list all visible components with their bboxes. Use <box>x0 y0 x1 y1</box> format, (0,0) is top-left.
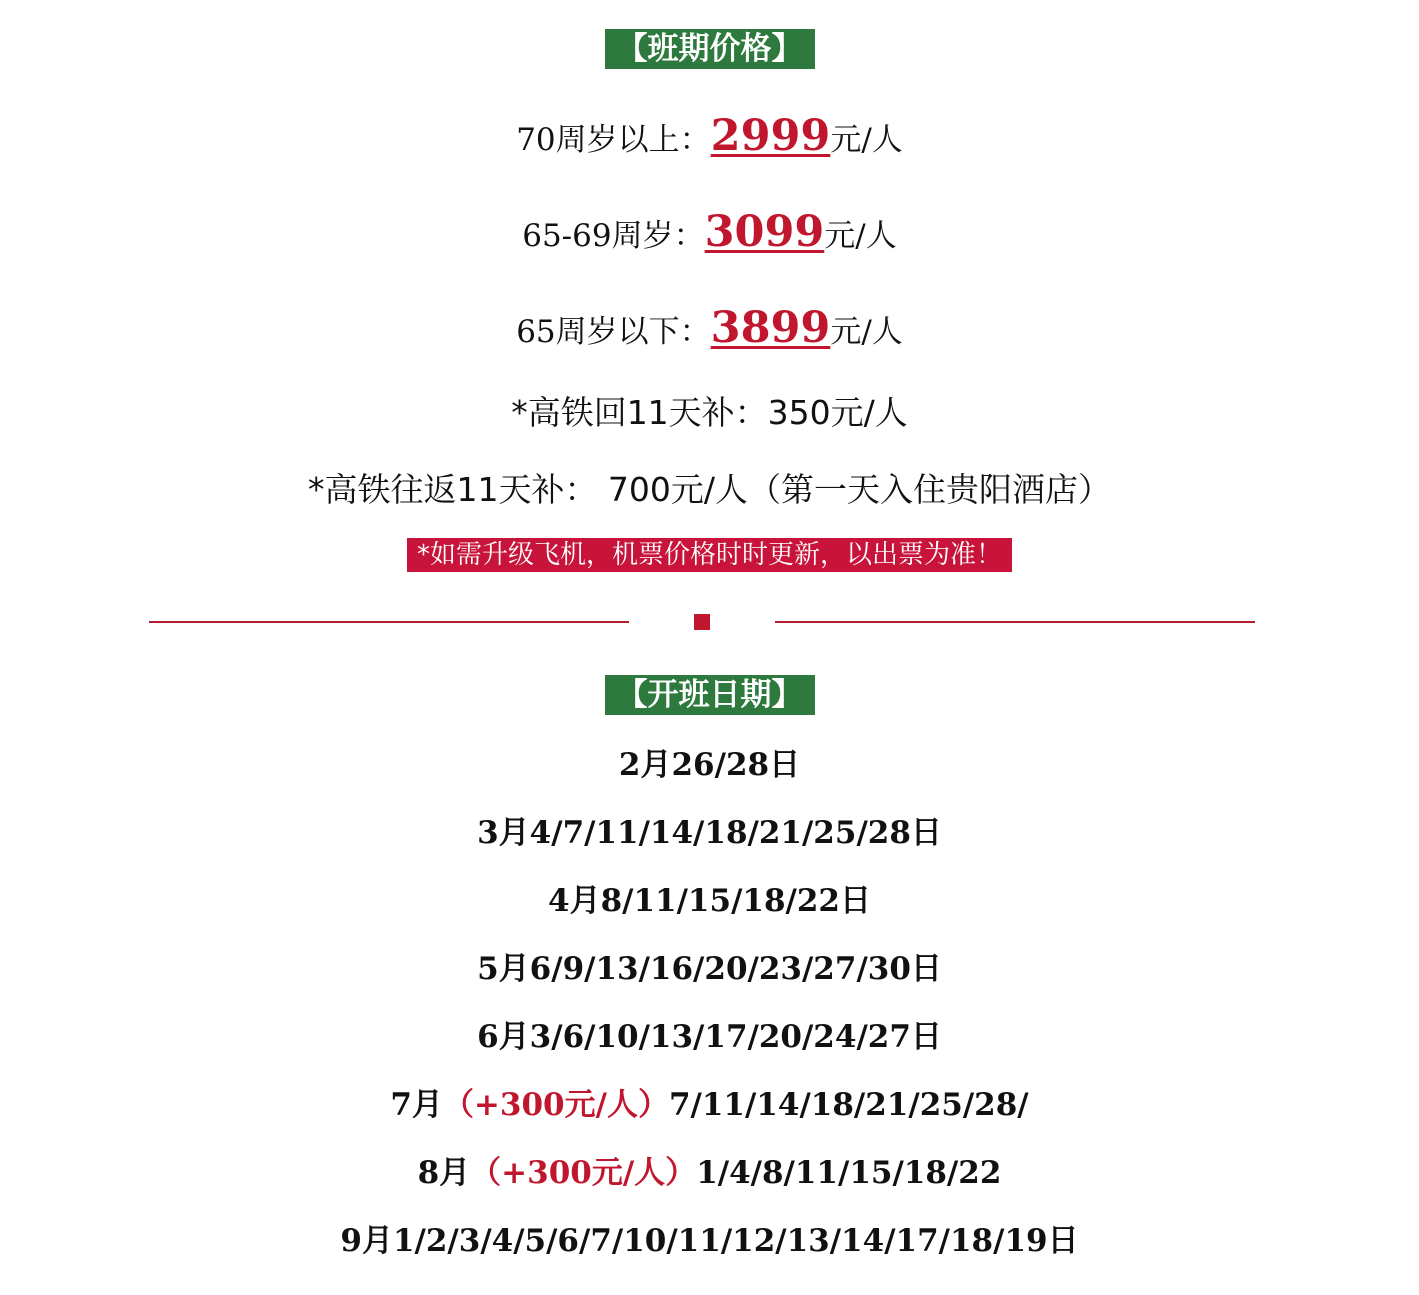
price-section-header <box>0 29 1419 69</box>
date-row <box>0 1151 1419 1195</box>
date-row <box>0 947 1419 991</box>
supplement-text: *高铁回11天补：350元/人 <box>511 393 908 432</box>
date-month: 4月 <box>548 883 601 919</box>
date-surcharge: （+300元/人） <box>442 1087 669 1123</box>
date-list: 1/2/3/4/5/6/7/10/11/12/13/14/17/18/19日 <box>392 1223 1079 1259</box>
price-row <box>0 110 1419 166</box>
date-row <box>0 1015 1419 1059</box>
date-month: 5月 <box>477 951 530 987</box>
date-list: 3/6/10/13/17/20/24/27日 <box>529 1019 942 1055</box>
date-row <box>0 879 1419 923</box>
date-list: 6/9/13/16/20/23/27/30日 <box>529 951 942 987</box>
date-list: 1/4/8/11/15/18/22 <box>696 1155 1002 1191</box>
date-row <box>0 1083 1419 1127</box>
price-value: 3899 <box>710 303 831 353</box>
date-list: 4/7/11/14/18/21/25/28日 <box>529 815 942 851</box>
date-month: 3月 <box>477 815 530 851</box>
supplement-line <box>0 391 1419 435</box>
date-surcharge: （+300元/人） <box>470 1155 697 1191</box>
date-month: 2月 <box>618 747 672 783</box>
price-row <box>0 302 1419 358</box>
divider-dot <box>694 614 710 630</box>
date-month: 8月 <box>417 1155 471 1191</box>
notice-line <box>0 538 1419 572</box>
price-row <box>0 206 1419 262</box>
date-month: 9月 <box>340 1223 393 1259</box>
date-list: 26/28日 <box>671 747 801 783</box>
supplement-line <box>0 468 1419 512</box>
date-row <box>0 811 1419 855</box>
date-list: 7/11/14/18/21/25/28/ <box>668 1087 1029 1123</box>
divider-right <box>775 621 1255 623</box>
price-value: 2999 <box>710 111 831 161</box>
date-row <box>0 743 1419 787</box>
dates-section-header <box>0 675 1419 715</box>
price-label: 65周岁以下： <box>516 314 711 350</box>
price-unit: 元/人 <box>830 122 903 158</box>
dates-section-heading: 【开班日期】 <box>605 675 815 715</box>
price-section-heading: 【班期价格】 <box>605 29 815 69</box>
price-unit: 元/人 <box>830 314 903 350</box>
flight-upgrade-notice: *如需升级飞机，机票价格时时更新，以出票为准！ <box>407 538 1012 572</box>
price-unit: 元/人 <box>824 218 897 254</box>
supplement-text: *高铁往返11天补： 700元/人（第一天入住贵阳酒店） <box>307 470 1112 509</box>
date-month: 7月 <box>390 1087 443 1123</box>
price-label: 70周岁以上： <box>516 122 711 158</box>
date-list: 8/11/15/18/22日 <box>600 883 871 919</box>
price-value: 3099 <box>704 207 825 257</box>
divider-left <box>149 621 629 623</box>
date-row <box>0 1219 1419 1263</box>
price-label: 65-69周岁： <box>522 218 705 254</box>
date-month: 6月 <box>477 1019 530 1055</box>
